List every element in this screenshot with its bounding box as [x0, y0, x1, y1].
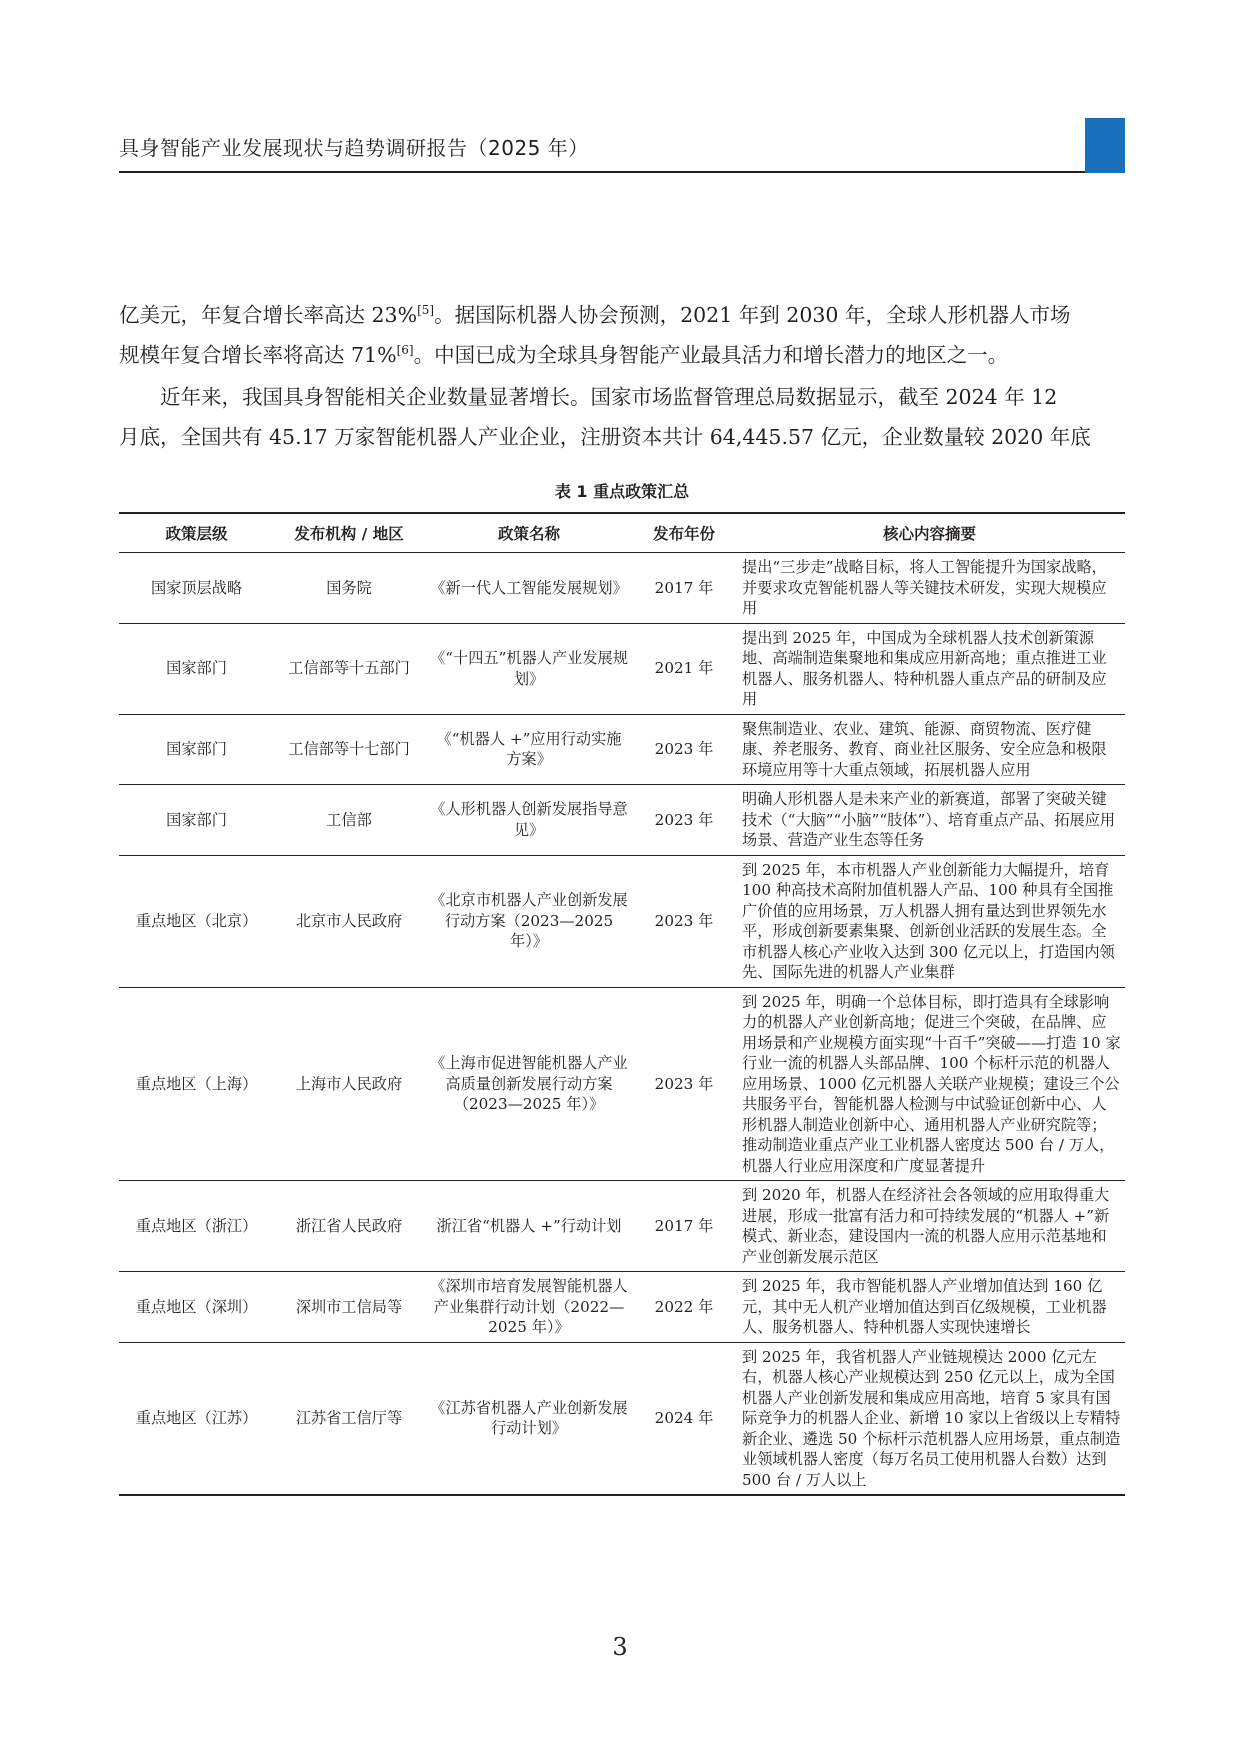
header-rule [119, 171, 1125, 173]
cell-policy-name: 《江苏省机器人产业创新发展行动计划》 [424, 1342, 634, 1495]
text-run: 规模年复合增长率将高达 71% [119, 343, 397, 367]
cell-summary: 提出“三步走”战略目标，将人工智能提升为国家战略，并要求攻克智能机器人等关键技术研发，实现大规模应用 [734, 553, 1125, 624]
text-run: 。据国际机器人协会预测，2021 年到 2030 年，全球人形机器人市场 [434, 303, 1071, 327]
paragraph-line [119, 335, 1125, 375]
cell-issuer: 江苏省工信厅等 [274, 1342, 424, 1495]
paragraph-line: 近年来，我国具身智能相关企业数量显著增长。国家市场监督管理总局数据显示，截至 2024 年 12 [160, 385, 1058, 409]
cell-level: 国家部门 [119, 623, 274, 714]
cell-policy-name: 《上海市促进智能机器人产业高质量创新发展行动方案（2023—2025 年）》 [424, 987, 634, 1181]
table-row [119, 987, 1125, 1181]
page-number: 3 [612, 1633, 628, 1661]
table-row [119, 623, 1125, 714]
cell-summary: 提出到 2025 年，中国成为全球机器人技术创新策源地、高端制造集聚地和集成应用新高地；重点推进工业机器人、服务机器人、特种机器人重点产品的研制及应用 [734, 623, 1125, 714]
cell-summary: 到 2020 年，机器人在经济社会各领域的应用取得重大进展，形成一批富有活力和可持续发展的“机器人 +”新模式、新业态，建设国内一流的机器人应用示范基地和产业创新发展示范区 [734, 1181, 1125, 1272]
cell-policy-name: 《深圳市培育发展智能机器人产业集群行动计划（2022—2025 年）》 [424, 1272, 634, 1343]
column-header-summary: 核心内容摘要 [734, 513, 1125, 553]
cell-summary: 到 2025 年，明确一个总体目标，即打造具有全球影响力的机器人产业创新高地；促进三个突破，在品牌、应用场景和产业规模方面实现“十百千”突破——打造 10 家行业一流的机器人头部品牌、100 个标杆示范的机器人应用场景、1000 亿元机器人关联产业规模；建设三个公共服务平台，智能机器人检测与中试验证创新中心、人形机器人制造业创新中心、通用机器人产业研究院等；推动制造业重点产业工业机器人密度达 500 台 / 万人，机器人行业应用深度和广度显著提升 [734, 987, 1125, 1181]
column-header-level: 政策层级 [119, 513, 274, 553]
report-title: 具身智能产业发展现状与趋势调研报告（2025 年） [119, 136, 589, 160]
cell-issuer: 工信部等十五部门 [274, 623, 424, 714]
cell-summary: 到 2025 年，本市机器人产业创新能力大幅提升，培育 100 种高技术高附加值机器人产品、100 种具有全国推广价值的应用场景，万人机器人拥有量达到世界领先水平，形成创新要素集聚、创新创业活跃的发展生态。全市机器人核心产业收入达到 300 亿元以上，打造国内领先、国际先进的机器人产业集群 [734, 855, 1125, 987]
cell-policy-name: 《人形机器人创新发展指导意见》 [424, 785, 634, 856]
cell-summary: 明确人形机器人是未来产业的新赛道，部署了突破关键技术（“大脑”“小脑”“肢体”）、培育重点产品、拓展应用场景、营造产业生态等任务 [734, 785, 1125, 856]
table-row [119, 553, 1125, 624]
table-row [119, 1272, 1125, 1343]
cell-year: 2023 年 [634, 785, 734, 856]
cell-summary: 到 2025 年，我省机器人产业链规模达 2000 亿元左右，机器人核心产业规模达到 250 亿元以上，成为全国机器人产业创新发展和集成应用高地，培育 5 家具有国际竞争力的机器人企业、新增 10 家以上省级以上专精特新企业、遴选 50 个标杆示范机器人应用场景，重点制造业领域机器人密度（每万名员工使用机器人台数）达到 500 台 / 万人以上 [734, 1342, 1125, 1495]
table-row [119, 1342, 1125, 1495]
cell-level: 重点地区（北京） [119, 855, 274, 987]
paragraph-enterprise-count [119, 377, 1125, 457]
cell-issuer: 工信部等十七部门 [274, 714, 424, 785]
cell-year: 2023 年 [634, 855, 734, 987]
cell-year: 2024 年 [634, 1342, 734, 1495]
table-row [119, 1181, 1125, 1272]
cell-policy-name: 《“十四五”机器人产业发展规划》 [424, 623, 634, 714]
cell-year: 2022 年 [634, 1272, 734, 1343]
cell-level: 重点地区（深圳） [119, 1272, 274, 1343]
cell-issuer: 工信部 [274, 785, 424, 856]
table-caption: 表 1 重点政策汇总 [554, 482, 690, 501]
paragraph-line: 月底，全国共有 45.17 万家智能机器人产业企业，注册资本共计 64,445.57 亿元，企业数量较 2020 年底 [119, 425, 1091, 449]
citation-ref: [5] [417, 303, 435, 318]
cell-year: 2017 年 [634, 1181, 734, 1272]
cell-level: 国家顶层战略 [119, 553, 274, 624]
paragraph-line [119, 295, 1125, 335]
cell-year: 2023 年 [634, 987, 734, 1181]
cell-issuer: 浙江省人民政府 [274, 1181, 424, 1272]
table-row [119, 714, 1125, 785]
cell-policy-name: 《新一代人工智能发展规划》 [424, 553, 634, 624]
cell-issuer: 上海市人民政府 [274, 987, 424, 1181]
cell-year: 2023 年 [634, 714, 734, 785]
cell-summary: 聚焦制造业、农业、建筑、能源、商贸物流、医疗健康、养老服务、教育、商业社区服务、安全应急和极限环境应用等十大重点领域，拓展机器人应用 [734, 714, 1125, 785]
cell-year: 2017 年 [634, 553, 734, 624]
column-header-issuer: 发布机构 / 地区 [274, 513, 424, 553]
header-accent-block [1085, 118, 1125, 173]
cell-level: 重点地区（江苏） [119, 1342, 274, 1495]
cell-level: 国家部门 [119, 785, 274, 856]
cell-policy-name: 浙江省“机器人 +”行动计划 [424, 1181, 634, 1272]
table-row [119, 785, 1125, 856]
cell-level: 国家部门 [119, 714, 274, 785]
paragraph-market-growth [119, 295, 1125, 375]
citation-ref: [6] [396, 343, 414, 358]
cell-issuer: 国务院 [274, 553, 424, 624]
cell-level: 重点地区（浙江） [119, 1181, 274, 1272]
column-header-year: 发布年份 [634, 513, 734, 553]
cell-policy-name: 《“机器人 +”应用行动实施方案》 [424, 714, 634, 785]
cell-policy-name: 《北京市机器人产业创新发展行动方案（2023—2025 年）》 [424, 855, 634, 987]
table-row [119, 855, 1125, 987]
page-header [119, 118, 1125, 172]
cell-year: 2021 年 [634, 623, 734, 714]
table-header-row [119, 513, 1125, 553]
cell-issuer: 北京市人民政府 [274, 855, 424, 987]
cell-summary: 到 2025 年，我市智能机器人产业增加值达到 160 亿元，其中无人机产业增加值达到百亿级规模，工业机器人、服务机器人、特种机器人实现快速增长 [734, 1272, 1125, 1343]
policy-summary-table [119, 512, 1125, 1496]
cell-level: 重点地区（上海） [119, 987, 274, 1181]
cell-issuer: 深圳市工信局等 [274, 1272, 424, 1343]
text-run: 。中国已成为全球具身智能产业最具活力和增长潜力的地区之一。 [413, 343, 1009, 367]
column-header-policy-name: 政策名称 [424, 513, 634, 553]
text-run: 亿美元，年复合增长率高达 23% [119, 303, 418, 327]
